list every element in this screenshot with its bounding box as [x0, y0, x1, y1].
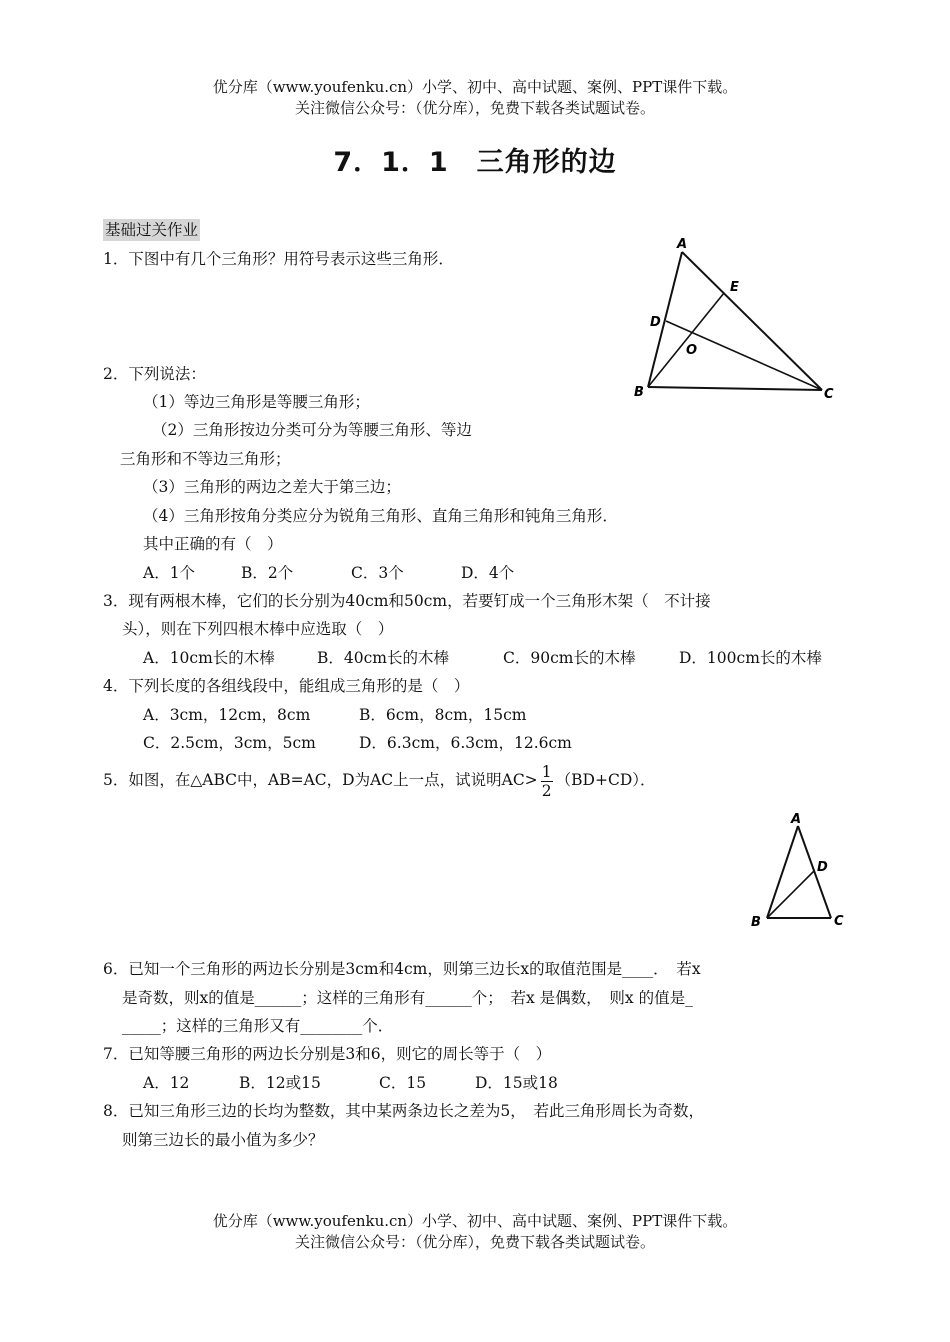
question-2-options [143, 562, 514, 584]
fraction-denominator: 2 [541, 781, 552, 800]
label-b: B [634, 385, 644, 400]
triangle-figure-2 [745, 808, 855, 930]
question-3-line-2: 头），则在下列四根木棒中应选取（ ） [122, 620, 394, 638]
fraction-numerator: 1 [541, 762, 552, 781]
option-b: B．6cm，8cm，15cm [359, 706, 527, 724]
option-b: B．40cm长的木棒 [317, 649, 449, 667]
option-d: D．6.3cm，6.3cm，12.6cm [359, 734, 572, 752]
question-4-stem: 4．下列长度的各组线段中，能组成三角形的是（ ） [103, 677, 470, 695]
label-c: C [834, 914, 844, 929]
label-a: A [677, 237, 688, 252]
option-b: B．12或15 [239, 1074, 321, 1092]
question-3-options [143, 647, 822, 669]
option-c: C．90cm长的木棒 [503, 649, 636, 667]
question-2-statement-1: （1）等边三角形是等腰三角形； [143, 393, 370, 411]
question-4-options-row-1 [143, 704, 526, 726]
question-2-stem: 2．下列说法： [103, 365, 206, 383]
question-3-line-1: 3．现有两根木棒，它们的长分别为40cm和50cm，若要钉成一个三角形木架（ 不计接 [103, 592, 711, 610]
triangle-figure-1 [620, 232, 850, 404]
question-6-line-3: _____；这样的三角形又有________个． [122, 1017, 394, 1035]
option-b: B．2个 [241, 564, 294, 582]
footer-line-2: 关注微信公众号：（优分库），免费下载各类试题试卷。 [294, 1233, 655, 1251]
question-1: 1．下图中有几个三角形？用符号表示这些三角形． [103, 250, 454, 268]
question-2-statement-3: （3）三角形的两边之差大于第三边； [143, 478, 401, 496]
label-c: C [824, 387, 834, 402]
question-8-line-1: 8．已知三角形三边的长均为整数，其中某两条边长之差为5， 若此三角形周长为奇数， [103, 1102, 704, 1120]
segment-bc [648, 387, 822, 390]
question-7-options [143, 1072, 558, 1094]
label-o: O [686, 343, 698, 358]
label-d: D [650, 315, 661, 330]
question-8-line-2: 则第三边长的最小值为多少？ [122, 1131, 324, 1149]
label-d: D [817, 860, 828, 875]
question-5-tail: （BD+CD）． [555, 771, 656, 789]
segment-ac [682, 252, 822, 390]
question-2-statement-2a: （2）三角形按边分类可分为等腰三角形、等边 [152, 421, 472, 439]
option-a: A．1个 [143, 564, 196, 582]
section-tag: 基础过关作业 [105, 221, 199, 239]
segment-ab [767, 826, 798, 918]
question-2-statement-4: （4）三角形按角分类应分为锐角三角形、直角三角形和钝角三角形． [143, 507, 618, 525]
fraction-one-half [541, 764, 553, 799]
question-4-options-row-2 [143, 732, 572, 754]
label-e: E [730, 280, 739, 295]
option-c: C．2.5cm，3cm，5cm [143, 734, 316, 752]
header-line-2: 关注微信公众号：（优分库），免费下载各类试题试卷。 [294, 99, 655, 117]
option-a: A．10cm长的木棒 [143, 649, 275, 667]
question-2-ask: 其中正确的有（ ） [143, 535, 283, 553]
question-6-line-2: 是奇数，则x的值是______；这样的三角形有______个； 若x 是偶数， 则x 的值是_ [122, 989, 693, 1007]
question-6-line-1: 6．已知一个三角形的两边长分别是3cm和4cm，则第三边长x的取值范围是____． 若x [103, 960, 701, 978]
option-a: A．3cm，12cm，8cm [143, 706, 311, 724]
option-c: C．3个 [351, 564, 404, 582]
footer-line-1: 优分库（www.youfenku.cn）小学、初中、高中试题、案例、PPT课件下载。 [212, 1212, 738, 1230]
question-7-stem: 7．已知等腰三角形的两边长分别是3和6，则它的周长等于（ ） [103, 1045, 552, 1063]
page-title: 7．1．1 三角形的边 [333, 147, 617, 178]
label-a: A [791, 812, 802, 827]
question-5-text: 5．如图，在△ABC中，AB=AC，D为AC上一点，试说明AC> [103, 771, 538, 789]
option-d: D．4个 [461, 564, 515, 582]
header-line-1: 优分库（www.youfenku.cn）小学、初中、高中试题、案例、PPT课件下载。 [212, 78, 738, 96]
question-2-statement-2b: 三角形和不等边三角形； [120, 450, 291, 468]
option-d: D．15或18 [475, 1074, 558, 1092]
option-d: D．100cm长的木棒 [679, 649, 822, 667]
option-a: A．12 [143, 1074, 190, 1092]
label-b: B [751, 915, 761, 930]
option-c: C．15 [379, 1074, 427, 1092]
question-5 [103, 760, 656, 800]
